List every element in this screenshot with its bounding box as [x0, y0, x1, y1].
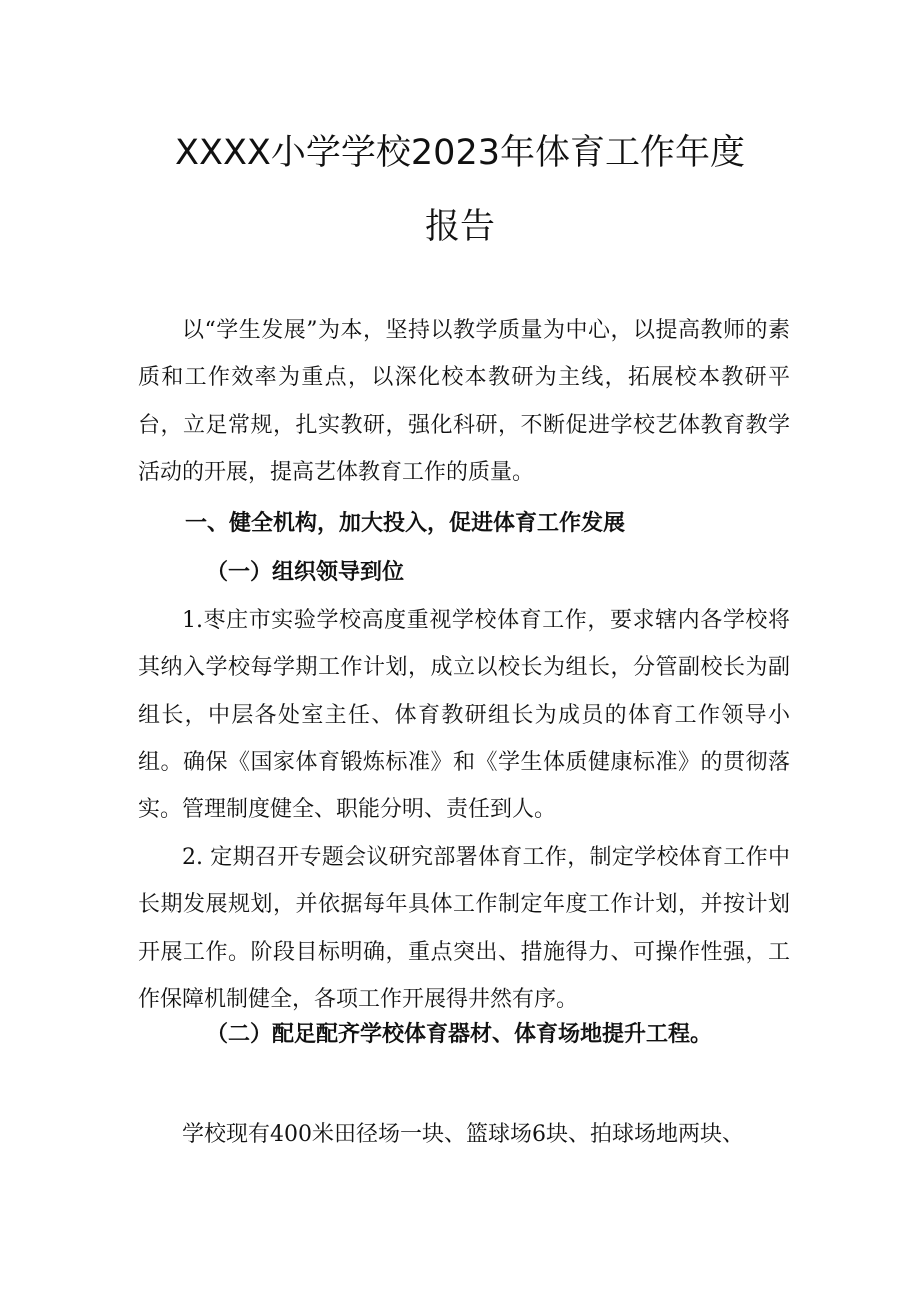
document-title-line-2: 报告 — [424, 207, 495, 247]
item-1-paragraph: 1.枣庄市实验学校高度重视学校体育工作，要求辖内各学校将其纳入学校每学期工作计划，成立以校长为组长，分管副校长为副组长，中层各处室主任、体育教研组长为成员的体育工作领导小组。确保《国家体育锻炼标准》和《学生体质健康标准》的贯彻落实。管理制度健全、职能分明、责任到人。 — [138, 608, 790, 823]
subsection-2-heading: （二）配足配齐学校体育器材、体育场地提升工程。 — [206, 1022, 713, 1047]
section-1-heading: 一、健全机构，加大投入，促进体育工作发展 — [185, 511, 626, 536]
intro-paragraph: 以“学生发展”为本，坚持以教学质量为中心，以提高教师的素质和工作效率为重点，以深化校本教研为主线，拓展校本教研平台，立足常规，扎实教研，强化科研，不断促进学校艺体教育教学活动的开展，提高艺体教育工作的质量。 — [138, 318, 790, 485]
document-title-line-1: XXXX小学学校2023年体育工作年度 — [175, 133, 745, 173]
item-2-paragraph: 2. 定期召开专题会议研究部署体育工作，制定学校体育工作中长期发展规划，并依据每年具体工作制定年度工作计划，并按计划开展工作。阶段目标明确，重点突出、措施得力、可操作性强，工作保障机制健全，各项工作开展得井然有序。 — [138, 845, 790, 1012]
facilities-paragraph: 学校现有400米田径场一块、篮球场6块、拍球场地两块、 — [182, 1122, 744, 1147]
subsection-1-heading: （一）组织领导到位 — [206, 560, 405, 585]
